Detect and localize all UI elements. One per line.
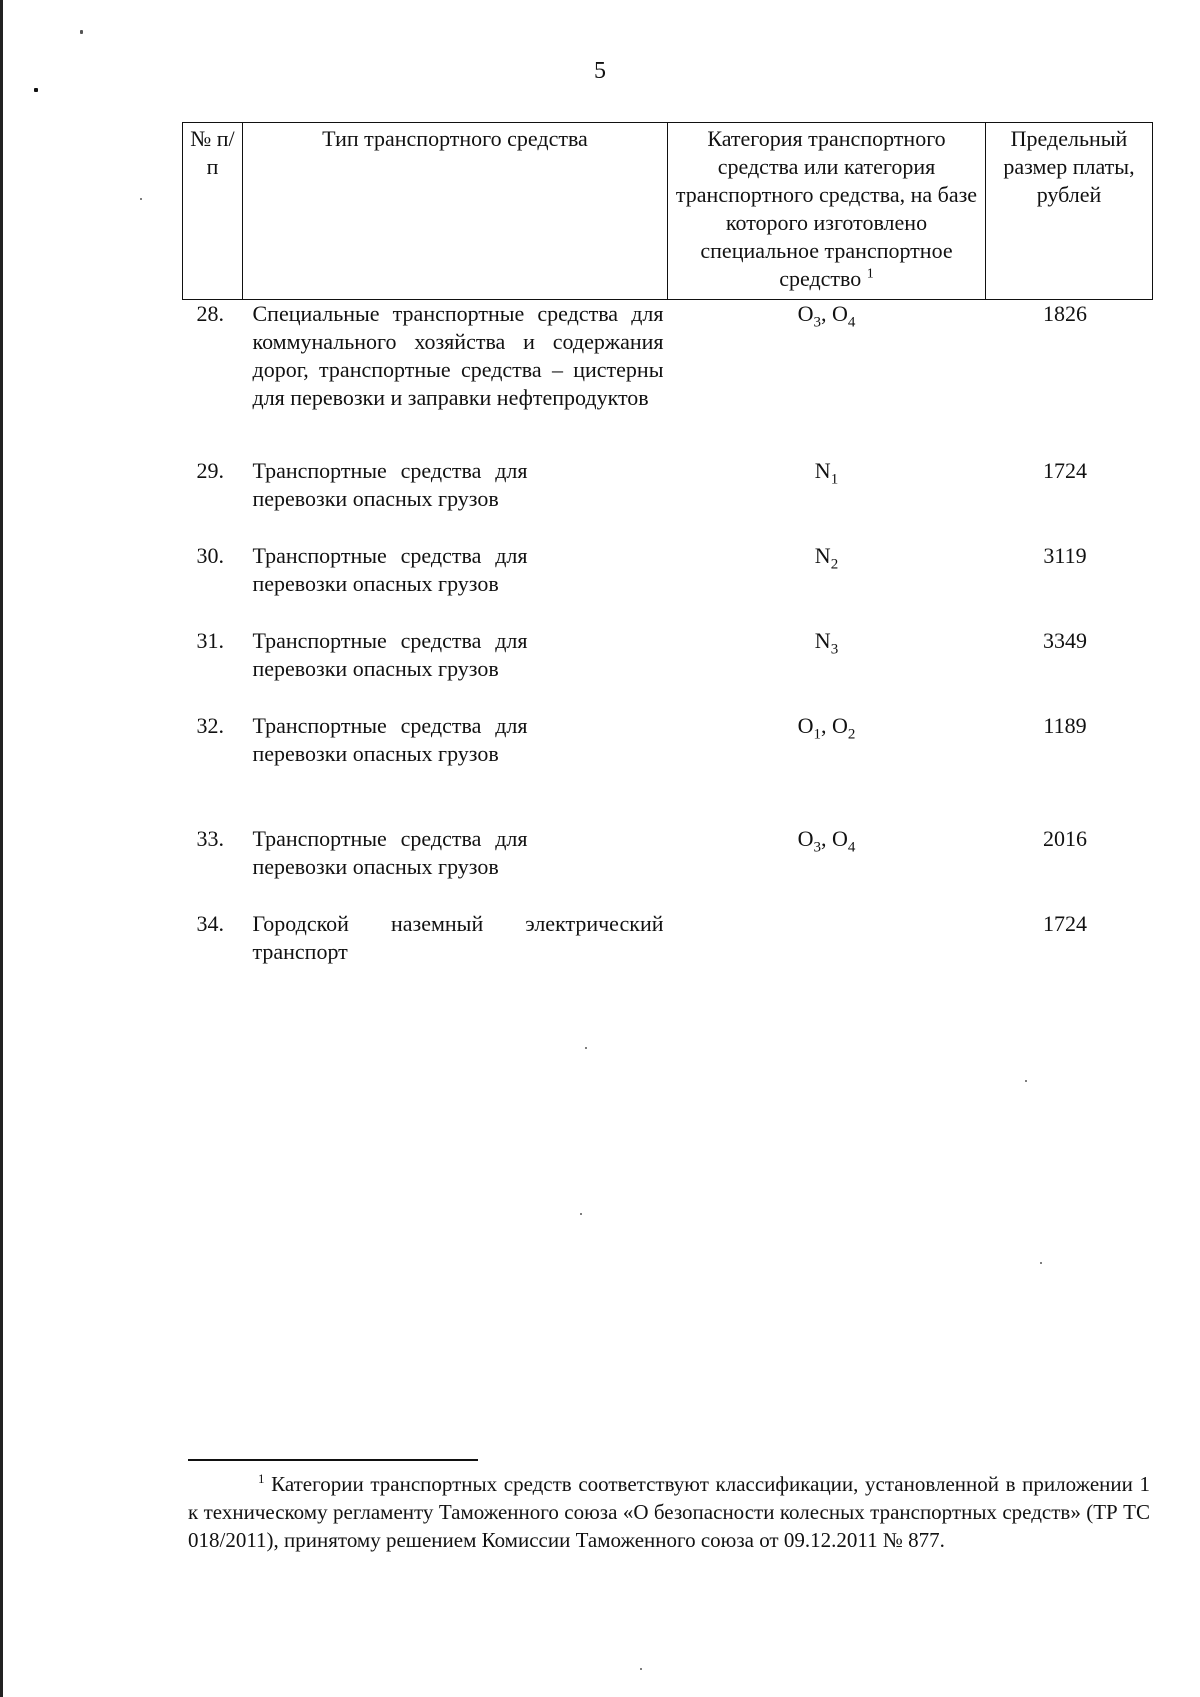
scan-speck: [34, 88, 38, 92]
row-category: $N_1$: [814, 457, 839, 487]
row-category: $O_1$, $O_2$: [797, 712, 856, 742]
fees-table: [182, 122, 1153, 970]
table-row: [183, 300, 1153, 457]
row-number: 28.: [196, 301, 224, 326]
scan-speck: [1040, 1262, 1042, 1264]
footnote-mark: 1: [258, 1471, 265, 1486]
scan-speck: [1025, 1080, 1027, 1082]
row-category: $O_3$, $O_4$: [797, 301, 856, 331]
row-type: Транспортные средства для перевозки опасных грузов: [252, 825, 528, 879]
table-row: [183, 910, 1153, 970]
table-row: [183, 712, 1153, 825]
footnote: [188, 1470, 1150, 1554]
row-number: 31.: [196, 627, 224, 653]
table-row: [183, 825, 1153, 910]
row-number: 29.: [196, 457, 224, 483]
row-type: Транспортные средства для перевозки опасных грузов: [252, 542, 528, 596]
row-fee: 1189: [1043, 712, 1087, 738]
row-fee: 3119: [1043, 542, 1087, 568]
table-row: [183, 627, 1153, 712]
row-type: Транспортные средства для перевозки опасных грузов: [252, 627, 528, 681]
row-number: 30.: [196, 542, 224, 568]
table-row: [183, 542, 1153, 627]
footnote-text: Категории транспортных средств соответствуют классификации, установленной в приложении 1 к техническому регламенту Таможенного союза «О безопасности колесных транспортных средств» (ТР ТС 018/2011), принятому решением Комиссии Таможенного союза от 09.12.2011 № 877.: [188, 1472, 1150, 1552]
header-category: Категория транспортного средства или категория транспортного средства, на базе которого изготовлено специальное транспортное средство $^1$: [668, 123, 986, 300]
header-type: Тип транспортного средства: [243, 123, 668, 300]
row-number: 33.: [196, 825, 224, 851]
scan-speck: [80, 30, 83, 34]
scan-speck: [640, 1668, 642, 1670]
row-category: [668, 910, 986, 970]
header-num: № п/п: [183, 123, 243, 300]
row-fee: 1826: [1043, 301, 1087, 326]
row-fee: 1724: [1043, 910, 1087, 936]
row-type: Транспортные средства для перевозки опасных грузов: [252, 457, 528, 511]
row-fee: 1724: [1043, 457, 1087, 483]
row-type: Транспортные средства для перевозки опасных грузов: [252, 712, 528, 766]
footnote-reference: 1: [866, 266, 874, 282]
footnote-separator: [188, 1459, 478, 1461]
row-type: Специальные транспортные средства для коммунального хозяйства и содержания дорог, транспортные средства – цистерны для перевозки и заправки нефтепродуктов: [252, 301, 664, 410]
table-row: [183, 457, 1153, 542]
row-type: Городской наземный электрический транспорт: [252, 910, 664, 964]
scan-edge: [0, 0, 3, 1697]
header-fee: Предельный размер платы, рублей: [986, 123, 1153, 300]
row-number: 34.: [196, 910, 224, 936]
scan-speck: [140, 198, 142, 200]
row-number: 32.: [196, 712, 224, 738]
row-category: $N_2$: [814, 542, 839, 572]
scan-speck: [585, 1047, 587, 1049]
row-category: $O_3$, $O_4$: [797, 825, 856, 855]
scan-speck: [580, 1213, 582, 1215]
row-category: $N_3$: [814, 627, 839, 657]
page-number: 5: [594, 58, 606, 84]
row-fee: 2016: [1043, 825, 1087, 851]
row-fee: 3349: [1043, 627, 1087, 653]
table-header-row: [183, 123, 1153, 300]
